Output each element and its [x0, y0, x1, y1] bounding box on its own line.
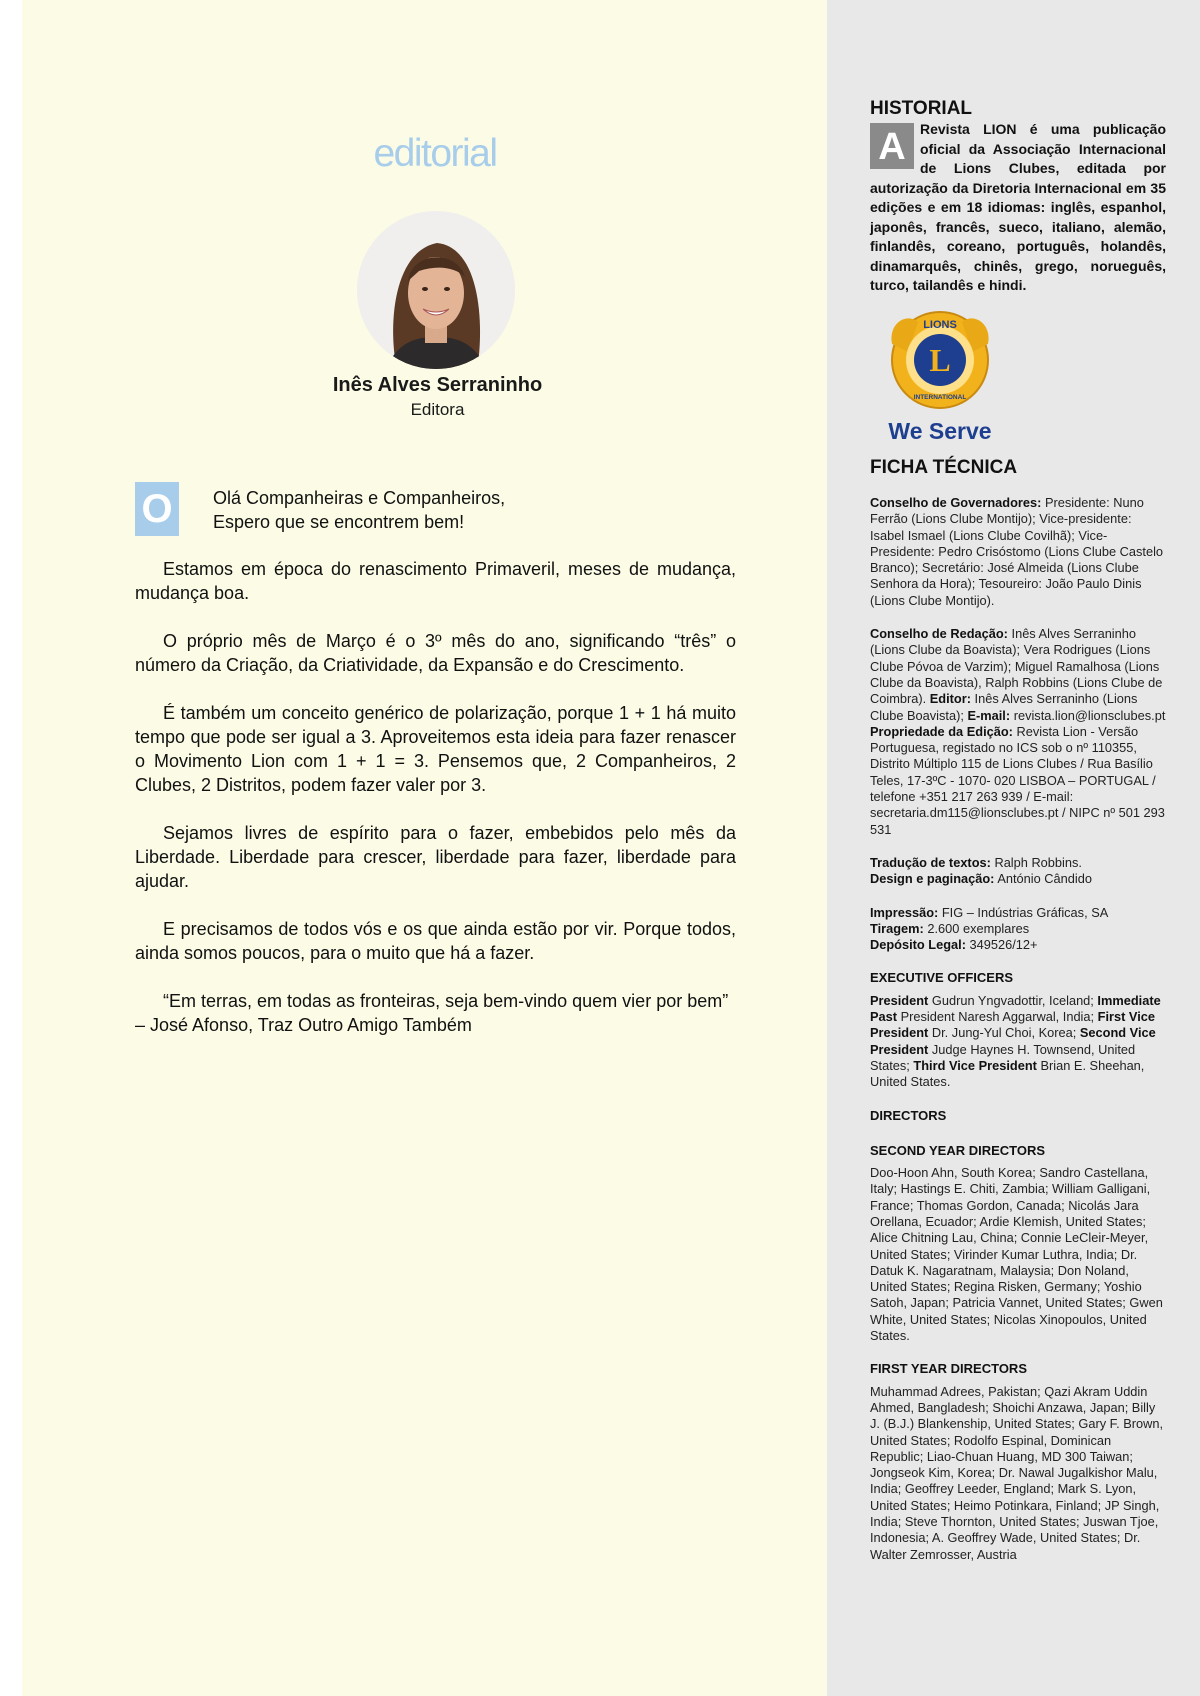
- ficha-tecnica: [870, 495, 1166, 1580]
- author-name: Inês Alves Serraninho: [332, 374, 543, 396]
- first-year-directors: Muhammad Adrees, Pakistan; Qazi Akram Uddin Ahmed, Bangladesh; Shoichi Anzawa, Japan; Billy J. (B.J.) Blankenship, United States; Gary F. Brown, United States; Rodolfo Espinal, Dominican Republic; Liao-Chuan Huang, MD 300 Taiwan; Jongseok Kim, Korea; Dr. Nawal Jugalkishor Malu, India; Geoffrey Leeder, England; Mark S. Lyon, United States; Heimo Potinkara, Finland; JP Singh, India; Steve Thornton, United States; Juswan Tjoe, Indonesia; A. Geoffrey Wade, United States; Dr. Walter Zemrosser, Austria: [870, 1383, 1164, 1562]
- exec-title: EXECUTIVE OFFICERS: [870, 970, 1014, 986]
- text: Revista Lion - Versão Portuguesa, registado no ICS sob o nº 110355, Distrito Múltiplo 115 de Lions Clubes / Rua Basílio Teles, 17-3ºC - 1070- 020 LISBOA – PORTUGAL / telefone +351 217 263 939 / E-mail: secretaria.dm115@lionsclubes.pt / NIPC nº 501 293 531: [870, 723, 1165, 837]
- label: Conselho de Redação:: [870, 626, 1008, 642]
- text: Dr. Jung-Yul Choi, Korea;: [931, 1025, 1077, 1041]
- paragraph: O próprio mês de Março é o 3º mês do ano, significando “três” o número da Criação, da Criatividade, da Expansão e do Crescimento.: [135, 631, 736, 675]
- text: FIG – Indústrias Gráficas, SA: [941, 904, 1109, 920]
- lions-logo: [878, 304, 1002, 444]
- text: Judge Haynes H. Townsend, United States;: [870, 1041, 1136, 1073]
- historial-dropcap: A: [870, 123, 914, 169]
- conselho-redacao: [870, 626, 1166, 838]
- label: Tradução de textos:: [870, 854, 991, 870]
- greeting: [213, 486, 733, 534]
- paragraph: E precisamos de todos vós e os que ainda estão por vir. Porque todos, ainda somos poucos, para o muito que há a fazer.: [135, 919, 736, 963]
- logo-slogan: We Serve: [888, 418, 992, 444]
- directors-title: DIRECTORS: [870, 1107, 947, 1123]
- email-link[interactable]: revista.lion@lionsclubes.pt: [1013, 707, 1166, 723]
- ficha-title: FICHA TÉCNICA: [870, 457, 1018, 478]
- text: President Naresh Aggarwal, India;: [900, 1009, 1095, 1025]
- logo-letter: L: [929, 342, 951, 378]
- greeting-line: Olá Companheiras e Companheiros,: [213, 488, 506, 508]
- label: Editor:: [929, 691, 971, 707]
- label: Propriedade da Edição:: [870, 723, 1013, 739]
- text: Inês Alves Serraninho (Lions Clube Boavista);: [870, 691, 1138, 723]
- credits: [870, 855, 1166, 888]
- editorial-body: [135, 557, 736, 1061]
- label: Tiragem:: [870, 920, 924, 936]
- text: 349526/12+: [969, 937, 1038, 953]
- label: President: [870, 992, 929, 1008]
- logo-top-text: LIONS: [923, 319, 957, 331]
- text: Brian E. Sheehan, United States.: [870, 1057, 1145, 1090]
- label: Depósito Legal:: [870, 937, 966, 953]
- label: Second Vice President: [870, 1025, 1156, 1057]
- section-title: editorial: [373, 132, 497, 175]
- text: Inês Alves Serraninho (Lions Clube da Boavista); Vera Rodrigues (Lions Clube Póvoa de Varzim); Miguel Ramalhosa (Lions Clube da Boavista), Ralph Robbins (Lions Clube de Coimbra).: [870, 626, 1163, 707]
- executive-officers: [870, 993, 1166, 1091]
- text: Presidente: Nuno Ferrão (Lions Clube Montijo); Vice-presidente: Isabel Ismael (Lions Clube Covilhã); Vice-Presidente: Pedro Crisóstomo (Lions Clube Castelo Branco); Secretário: José Almeida (Lions Clube Senhora da Hora); Tesoureiro: João Paulo Dinis (Lions Clube Montijo).: [870, 495, 1164, 608]
- text: Gudrun Yngvadottir, Iceland;: [931, 992, 1094, 1008]
- logo-bottom-text: INTERNATIONAL: [913, 394, 967, 401]
- editor-photo: [357, 211, 515, 369]
- label: Immediate Past: [870, 992, 1161, 1025]
- text: 2.600 exemplares: [927, 920, 1030, 936]
- label: Third Vice President: [913, 1057, 1037, 1073]
- conselho-governadores: [870, 495, 1166, 609]
- historial-text: [870, 120, 1166, 296]
- second-year-title: SECOND YEAR DIRECTORS: [870, 1142, 1046, 1158]
- label: First Vice President: [870, 1009, 1156, 1041]
- label: E-mail:: [967, 707, 1011, 723]
- quote-attribution: – José Afonso, Traz Outro Amigo Também: [135, 1015, 472, 1035]
- historial-title: HISTORIAL: [870, 98, 973, 119]
- greeting-line: Espero que se encontrem bem!: [213, 512, 465, 532]
- text: António Cândido: [997, 871, 1092, 887]
- second-year-directors: Doo-Hoon Ahn, South Korea; Sandro Castellana, Italy; Hastings E. Chiti, Zambia; William Galligani, France; Thomas Gordon, Canada; Nicolás Jara Orellana, Ecuador; Ardie Klemish, United States; Alice Chitning Lau, China; Connie LeCleir-Meyer, United States; Virinder Kumar Luthra, India; Dr. Datuk K. Nagaratnam, Malaysia; Don Noland, United States; Regina Risken, Germany; Yoshio Satoh, Japan; Patricia Vannet, United States; Gwen White, United States; Nicolas Xinopoulos, United States.: [870, 1165, 1163, 1344]
- historial-body: Revista LION é uma publicação oficial da Associação Internacional de Lions Clubes, editada por autorização da Diretoria Internacional em 35 edições e em 18 idiomas: inglês, espanhol, japonês, francês, sueco, italiano, alemão, finlandês, coreano, português, holandês, dinamarquês, chinês, grego, norueguês, turco, tailandês e hindi.: [870, 121, 1166, 293]
- paragraph: É também um conceito genérico de polarização, porque 1 + 1 há muito tempo que pode ser igual a 3. Aproveitemos esta ideia para fazer renascer o Movimento Lion com 1 + 1 = 3. Pensemos que, 2 Companheiros, 2 Clubes, 2 Distritos, podem fazer valer por 3.: [135, 703, 736, 795]
- text: Ralph Robbins.: [994, 854, 1082, 870]
- label: Conselho de Governadores:: [870, 495, 1042, 510]
- print-info: [870, 905, 1166, 954]
- quote: “Em terras, em todas as fronteiras, seja bem-vindo quem vier por bem”: [163, 991, 729, 1011]
- label: Impressão:: [870, 904, 939, 920]
- author-role: Editora: [410, 400, 465, 419]
- label: Design e paginação:: [870, 871, 995, 887]
- paragraph: Sejamos livres de espírito para o fazer, embebidos pelo mês da Liberdade. Liberdade para crescer, liberdade para fazer, liberdade para ajudar.: [135, 823, 736, 891]
- dropcap: O: [135, 482, 179, 536]
- first-year-title: FIRST YEAR DIRECTORS: [870, 1361, 1027, 1377]
- paragraph: Estamos em época do renascimento Primaveril, meses de mudança, mudança boa.: [135, 559, 736, 603]
